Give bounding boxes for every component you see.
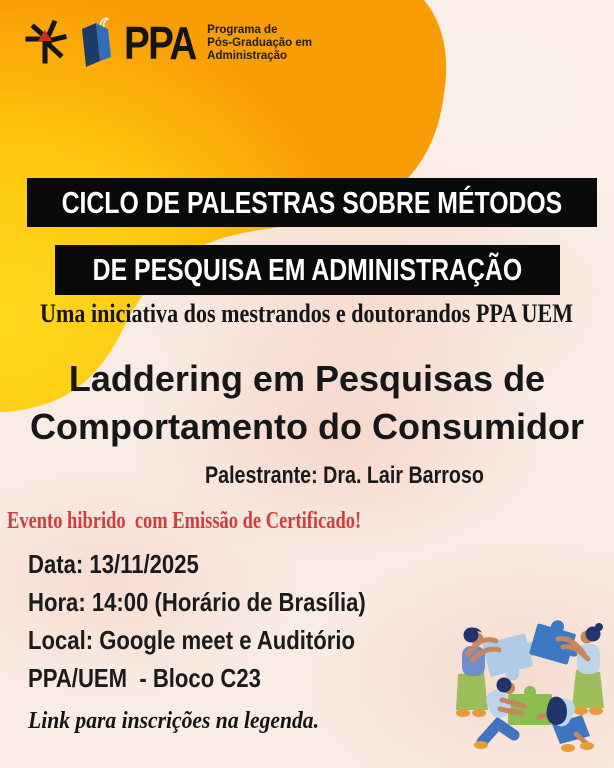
- series-title-line1: CICLO DE PALESTRAS SOBRE MÉTODOS: [61, 184, 563, 220]
- ppa-acronym: PPA: [124, 17, 196, 69]
- series-title-banner-2: [55, 245, 560, 295]
- initiative-subtitle: Uma iniciativa dos mestrandos e doutorandos PPA UEM: [40, 299, 574, 328]
- event-time: Hora: 14:00 (Horário de Brasília): [28, 587, 366, 617]
- speaker-line: Palestrante: Dra. Lair Barroso: [205, 462, 484, 489]
- talk-title-line2: Comportamento do Consumidor: [30, 406, 584, 447]
- registration-note: Link para inscrições na legenda.: [28, 708, 320, 734]
- program-name: [207, 24, 312, 63]
- ppa-logo-lockup: [20, 14, 312, 72]
- talk-title-line1: Laddering em Pesquisas de: [68, 358, 546, 399]
- series-title-banner-1: [27, 178, 597, 227]
- program-line: Programa de: [207, 23, 278, 36]
- program-line: Administração: [207, 49, 288, 62]
- event-date: Data: 13/11/2025: [28, 549, 199, 579]
- hybrid-event-highlight: Evento hibrido com Emissão de Certificado!: [7, 508, 362, 534]
- event-location-line2: PPA/UEM - Bloco C23: [28, 663, 261, 693]
- series-title-line2: DE PESQUISA EM ADMINISTRAÇÃO: [92, 252, 523, 287]
- ppa-flag-icon: [78, 15, 118, 71]
- uem-logo-icon: [20, 17, 72, 69]
- program-line: Pós-Graduação em: [207, 36, 312, 49]
- event-details: [28, 545, 425, 697]
- teamwork-puzzle-illustration: [448, 612, 612, 764]
- event-location-line1: Local: Google meet e Auditório: [28, 625, 356, 655]
